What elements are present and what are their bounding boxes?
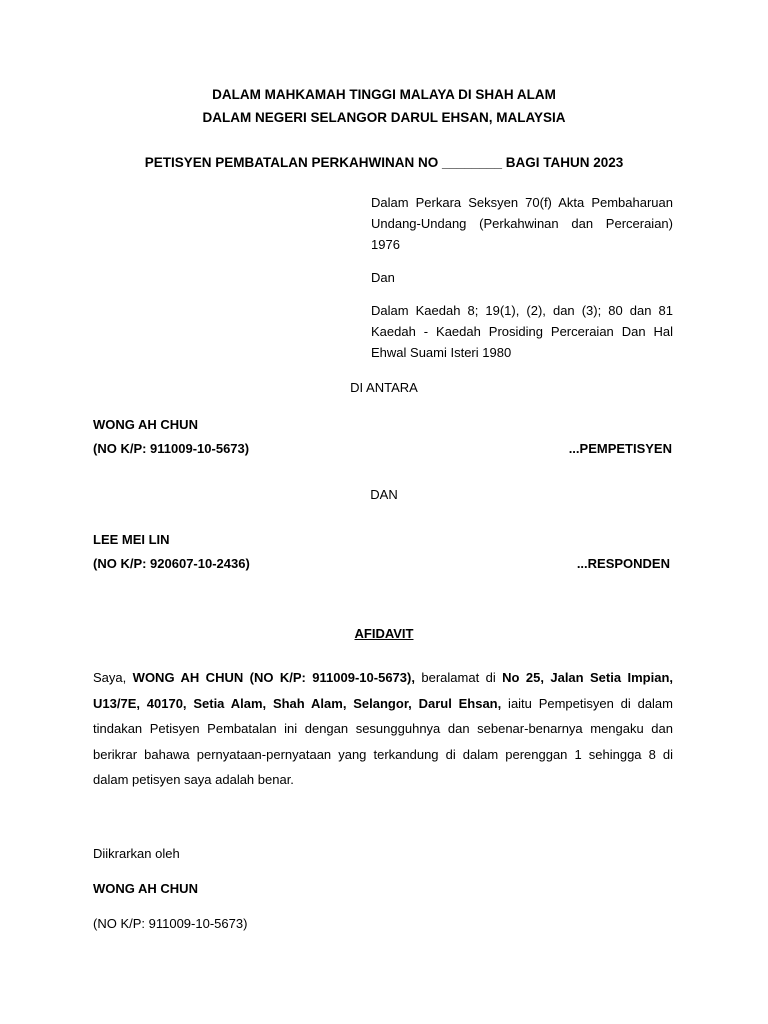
and-label: DAN [370, 487, 398, 502]
petitioner-ic: (NO K/P: 911009-10-5673) [93, 441, 250, 456]
respondent-role: ...RESPONDEN [576, 556, 670, 571]
affidavit-heading: AFIDAVIT [354, 626, 414, 641]
court-title-line1: DALAM MAHKAMAH TINGGI MALAYA DI SHAH ALAM [212, 87, 556, 102]
matter-connector: Dan [371, 270, 395, 285]
petitioner-role: ...PEMPETISYEN [568, 441, 672, 456]
affidavit-address-prefix: beralamat di [414, 670, 503, 685]
affidavit-body [93, 665, 673, 793]
deponent-signature-ic: (NO K/P: 911009-10-5673) [93, 916, 248, 931]
respondent-name: LEE MEI LIN [93, 532, 170, 547]
affirmed-by-label: Diikrarkan oleh [93, 846, 180, 861]
petition-title: PETISYEN PEMBATALAN PERKAHWINAN NO ________ BAGI TAHUN 2023 [144, 155, 624, 170]
court-title-line2: DALAM NEGERI SELANGOR DARUL EHSAN, MALAYSIA [202, 110, 566, 125]
affidavit-address: No 25, Jalan Setia Impian, U13/7E, 40170, Setia Alam, Shah Alam, Selangor, Darul Ehsan, [93, 670, 674, 711]
matter-para-statute: Dalam Perkara Seksyen 70(f) Akta Pembaharuan Undang-Undang (Perkahwinan dan Perceraian) 1976 [371, 195, 673, 252]
deponent-signature-name: WONG AH CHUN [93, 881, 198, 896]
matter-block [371, 192, 673, 363]
affidavit-statement: iaitu Pempetisyen di dalam tindakan Petisyen Pembatalan ini dengan sesungguhnya dan sebenar-benarnya mengaku dan berikrar bahawa pernyataan-pernyataan yang terkandung di dalam perenggan 1 sehingga 8 di dalam petisyen saya adalah benar. [93, 695, 673, 787]
petitioner-name: WONG AH CHUN [93, 417, 198, 432]
respondent-ic: (NO K/P: 920607-10-2436) [93, 556, 250, 571]
affidavit-intro: Saya, [93, 670, 133, 685]
matter-para-rules: Dalam Kaedah 8; 19(1), (2), dan (3); 80 dan 81 Kaedah - Kaedah Prosiding Perceraian Dan Hal Ehwal Suami Isteri 1980 [371, 303, 673, 360]
between-label: DI ANTARA [350, 380, 418, 395]
affidavit-deponent: WONG AH CHUN (NO K/P: 911009-10-5673), [132, 670, 415, 685]
